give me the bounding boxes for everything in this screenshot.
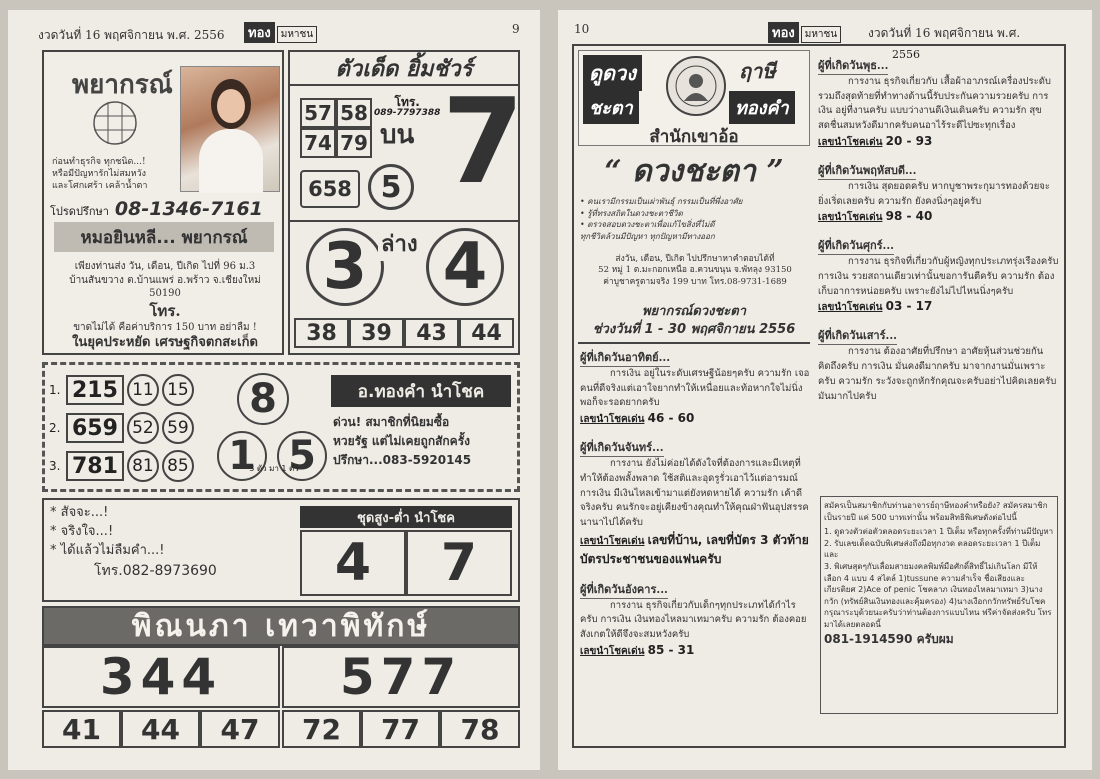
brand-logo: ทอง	[244, 22, 275, 43]
ad-line-2: หวยรัฐ แต่ไม่เคยถูกสักครั้ง	[333, 434, 471, 449]
prophet-slogan: ในยุคประหยัด เศรษฐกิจตกสะเก็ด	[72, 335, 258, 351]
lucky-numbers: เลขที่บ้าน, เลขที่บัตร 3 ตัวท้ายบัตรประชาชนของแฟนครับ	[580, 532, 809, 566]
lucky-label: เลขนำโชคเด่น	[580, 535, 645, 547]
lucky-row	[580, 411, 810, 427]
number-row	[49, 409, 219, 447]
address-3: ค่าบูชาครูตามจริง 199 บาท โทร.08-9731-1689	[603, 276, 787, 287]
brand-sub-right: มหาชน	[801, 26, 841, 43]
section-body: การงาน ต้องอาศัยที่ปรึกษา อาศัยหุ้นส่วนช่วยกันคิดถึงครับ การเงิน มั่นคงดีมากครับ มาจากงานมั่นเพราะครับ ความรัก ระวังจะถูกหักรักคุณจะครับอย่าไปคิดเลยครับมันมากไปครับ	[818, 346, 1057, 402]
sure-tel-number: 089-7797388	[374, 108, 441, 119]
top-cell-2: 58	[336, 98, 372, 128]
horoscope-right-column	[818, 54, 1060, 413]
address-1: ส่งวัน, เดือน, ปีเกิด ไปปรึกษาหาคำตอบได้ที่	[615, 254, 775, 264]
top-cell-3: 74	[300, 128, 336, 158]
high-low-title: ชุดสูง-ต่ำ นำโชค	[300, 506, 512, 528]
bottom-big-2: 577	[282, 646, 520, 708]
bottom-cell-2: 39	[349, 318, 404, 348]
horoscope-section	[580, 436, 810, 569]
lucky-numbers: 98 - 40	[885, 209, 933, 224]
lucky-label: เลขนำโชคเด่น	[818, 302, 883, 314]
number-row	[49, 371, 219, 409]
bottom-cell-3: 43	[404, 318, 459, 348]
bullet-2: • รู้ที่ทรงสถิตในดวงชะตาชีวิต	[580, 208, 683, 218]
horoscope-left-column	[580, 346, 810, 668]
horoscope-section	[580, 346, 810, 427]
lucky-numbers: 03 - 17	[885, 299, 933, 314]
astro-title: พยากรณ์ดวงชะตา	[641, 304, 747, 319]
prophet-side-3: และโศกเศร้า เคล้าน้ำตา	[52, 181, 148, 192]
section-heading: ผู้ที่เกิดวันอาทิตย์...	[580, 348, 670, 367]
promo-line-1: * สัจจะ...!	[50, 505, 109, 520]
section-body: การงาน ธุรกิจเกี่ยวกับเด็กๆทุกประเภทได้กำไรครับ การเงิน เงินทองไหลมาเทมาครับ ความรัก ต้องคอยสังเกตให้ดีจึงจะสมหวังครับ	[580, 599, 807, 641]
row-index: 3.	[49, 459, 61, 473]
top-cell-4: 79	[336, 128, 372, 158]
promo-line-3: * ได้แล้วไม่ลืมคำ...!	[50, 542, 165, 558]
prophet-info-1: เพียงท่านส่ง วัน, เดือน, ปีเกิด ไปที่ 96 ม.3	[74, 261, 256, 272]
office-title: สำนักเขาอ้อ	[649, 127, 739, 147]
middle-box	[42, 362, 520, 492]
bullet-4: ทุกชีวิตล้วนมีปัญหา ทุกปัญหามีทางออก	[580, 231, 715, 241]
section-body: การงาน ธุรกิจเกี่ยวกับ เสื้อผ้าอาภรณ์เครื่องประดับรวมถึงสุดท้ายที่ทำทางด้านนี้รับประกันความรวยครับ การเงิน อยู่ที่งานครับ แบบว่างานดีเงินเดินครับ ความรัก สุขสดชื่นสมหวังดีมากครับคนอาไร้ระดีไปซะทุกเรื่อง	[818, 76, 1051, 132]
high-low-b: 7	[406, 530, 512, 596]
three-digit-box: 658	[300, 170, 360, 208]
lucky-numbers: 85 - 31	[647, 642, 695, 657]
section-heading: ผู้ที่เกิดวันพุธ...	[818, 56, 888, 75]
bottom-cell-b: 44	[121, 710, 200, 748]
member-phone: 081-1914590 ครับผม	[824, 631, 954, 646]
member-p3: 2. รับเลขเด็ดฉบับพิเศษส่งถึงมือทุกงวด ตลอดระยะเวลา 1 ปีเต็ม และ	[824, 538, 1041, 560]
section-heading: ผู้ที่เกิดวันอังคาร...	[580, 580, 668, 599]
bottom-cell-1: 38	[294, 318, 349, 348]
bullet-1: • คนเรามีกรรมเป็นเผ่าพันธุ์ กรรมเป็นที่พึ่งอาศัย	[580, 197, 743, 206]
row-circle-b: 15	[162, 374, 194, 406]
logo-left-2: ชะตา	[583, 91, 639, 124]
row-number: 659	[66, 413, 124, 443]
prophet-tel: โทร.	[149, 301, 181, 320]
right-page	[558, 10, 1092, 770]
circle-top-number: 5	[368, 164, 414, 210]
logo-right-2: ทองคำ	[729, 91, 795, 124]
row-circle-a: 52	[127, 412, 159, 444]
row-circle-b: 85	[162, 450, 194, 482]
three-to-one-note: 3 ตัว มา 1 ตัว	[249, 464, 299, 473]
left-header-date: งวดวันที่ 16 พฤศจิกายน พ.ศ. 2556	[38, 28, 225, 42]
section-body: การเงิน อยู่ในระดับเศรษฐีน้อยๆครับ ความรัก เจอคนที่ดีจริงแต่เอาใจยากทำให้เหนื่อยและท้อหากใจไม่นิ่งพอก็จะรอดยากครับ	[580, 368, 810, 409]
row-circle-a: 11	[127, 374, 159, 406]
horoscope-section	[818, 159, 1060, 225]
office-name: “ ดวงชะตา ”	[604, 154, 784, 189]
bottom-cell-4: 44	[459, 318, 514, 348]
brand-logo-right: ทอง	[768, 22, 799, 43]
lower-divider	[290, 220, 518, 222]
horoscope-section	[818, 324, 1060, 404]
prophet-phone: 08-1346-7161	[114, 198, 263, 220]
brand-sub: มหาชน	[277, 26, 317, 43]
row-index: 2.	[49, 421, 61, 435]
address-2: 52 หมู่ 1 ต.มะกอกเหนือ อ.ควนขนุน จ.พัทลุง 93150	[598, 265, 792, 276]
big-circle-8: 8	[237, 373, 289, 425]
logo-right-1: ฤาษี	[739, 59, 776, 83]
promo-line-2: * จริงใจ...!	[50, 523, 114, 539]
horoscope-section	[580, 578, 810, 659]
section-heading: ผู้ที่เกิดวันศุกร์...	[818, 236, 894, 255]
consult-label: โปรดปรึกษา	[50, 205, 109, 218]
promo-box	[42, 498, 520, 602]
year-label: 2556	[892, 48, 920, 61]
left-page	[8, 10, 540, 770]
horoscope-header	[578, 50, 810, 146]
monk-seal-icon	[665, 55, 727, 117]
sure-numbers-box	[288, 50, 525, 355]
section-body: การเงิน สุดยอดครับ หากบูชาพระกุมารทองด้วยจะยิ่งเริ่ดเลยครับ ความรัก ยังคงนิ่งๆอยู่ครับ	[818, 180, 1050, 207]
lucky-row	[580, 643, 810, 659]
member-p1: สมัครเป็นสมาชิกกับท่านอาจารย์ฤาษีทองคำหรือยัง? สมัครสมาชิกเป็นรายปี แค่ 500 บาทเท่านั้น พร้อมสิทธิพิเศษดังต่อไปนี้	[824, 501, 1048, 522]
lucky-label: เลขนำโชคเด่น	[580, 414, 645, 426]
lucky-label: เลขนำโชคเด่น	[818, 212, 883, 224]
member-p2: 1. ดูดวงตัวต่อตัวตลอดระยะเวลา 1 ปีเต็ม หรือทุกครั้งที่ท่านมีปัญหา	[824, 527, 1054, 537]
prophet-side-1: ก่อนทำธุรกิจ ทุกชนิด...!	[52, 157, 146, 167]
bottom-cell-c: 47	[200, 710, 280, 748]
ad-title-bar: อ.ทองคำ นำโชค	[331, 375, 511, 407]
high-low-a: 4	[300, 530, 406, 596]
lucky-row	[580, 531, 810, 569]
lower-circle-a: 3	[306, 228, 384, 306]
left-brand	[244, 22, 317, 43]
right-page-number: 10	[574, 22, 590, 36]
section-heading: ผู้ที่เกิดวันจันทร์...	[580, 438, 664, 457]
horoscope-section	[818, 54, 1060, 150]
astrology-wheel-icon	[92, 100, 138, 146]
prophet-title: พยากรณ์	[72, 70, 173, 100]
right-brand	[768, 22, 841, 43]
member-p4: 3. พิเศษสุดๆกับเลื่อมสายมงคลพิมพ์มือศักดิ์สิทธิ์ไม่เกินโลก มีให้เลือก 4 แบบ 4 สไตล์ 1)tussune ความสำเร็จ ชื่อเสียงและเกียรติยศ 2)Ace of penic โชคลาภ เงินทองไหลมาเทมา 3)นางกวัก (ทรัพย์สินเงินทองและคุ้มครอง) 4)นางเงือกกวักทรัพย์รับโชค	[824, 561, 1046, 606]
top-cell-1: 57	[300, 98, 336, 128]
lucky-label: เลขนำโชคเด่น	[818, 136, 883, 148]
bottom-name: พิณนภา เทวาพิทักษ์	[131, 608, 431, 644]
lucky-label: เลขนำโชคเด่น	[580, 645, 645, 657]
prophet-info-2: บ้านสันขวาง ต.บ้านแพร่ อ.พร้าว จ.เชียงใหม่ 50190	[69, 274, 261, 299]
sure-tel-label: โทร.	[394, 95, 420, 109]
bottom-cell-f: 78	[440, 710, 520, 748]
bottom-big-1: 344	[42, 646, 280, 708]
prophet-name-banner: หมอยินหลี... พยากรณ์	[54, 222, 274, 252]
sure-title: ตัวเด็ด ยิ้มชัวร์	[290, 52, 518, 86]
number-row	[49, 447, 219, 485]
period-label: ช่วงวันที่ 1 - 30 พฤศจิกายน 2556	[578, 318, 810, 344]
ad-line-1: ด่วน! สมาชิกที่นิยมซื้อ	[333, 415, 450, 429]
number-rows	[49, 371, 219, 485]
row-circle-b: 59	[162, 412, 194, 444]
horoscope-section	[818, 234, 1060, 315]
member-p5: กรุณาระบุด้วยนะครับว่าท่านต้องการแบบไหน ฟรีค่าจัดส่งครับ โทรมาได้เลยตลอดนี้	[824, 608, 1052, 629]
prophet-info-3: ขาดไม่ได้ คือค่าบริการ 150 บาท อย่าลืม !	[73, 321, 257, 333]
on-label: บน	[380, 120, 415, 150]
section-heading: ผู้ที่เกิดวันพฤหัสบดี...	[818, 161, 916, 180]
bullet-3: • ตรวจสอบดวงชะตาเพื่อแก้ไขสิ่งที่ไม่ดี	[580, 220, 715, 230]
big-circle-5: 5	[277, 431, 327, 481]
row-circle-a: 81	[127, 450, 159, 482]
big-circle-1: 1	[217, 431, 267, 481]
bottom-cell-a: 41	[42, 710, 121, 748]
right-header-date: งวดวันที่ 16 พฤศจิกายน พ.ศ.	[868, 26, 1021, 40]
row-number: 215	[66, 375, 124, 405]
big-top-number: 7	[442, 72, 525, 210]
bottom-name-banner	[42, 606, 520, 646]
bottom-cell-e: 77	[361, 710, 440, 748]
section-body: การงาน ธุรกิจที่เกี่ยวกับผู้หญิงทุกประเภทรุ่งเรืองครับ การเงิน รวยสถานเดียวเท่านั้นขอการันตีครับ ความรัก ต้องเก็บอาการหน่อยครับ เพราะยังไม่ไปไหนนิ่งๆครับ	[818, 256, 1059, 297]
row-number: 781	[66, 451, 124, 481]
logo-left-1: ดูดวง	[583, 55, 642, 91]
lucky-numbers: 46 - 60	[647, 411, 695, 426]
lower-circle-b: 4	[426, 228, 504, 306]
prophet-side-2: หรือมีปัญหารักไม่สมหวัง	[52, 169, 147, 180]
lucky-row	[818, 134, 1060, 150]
row-index: 1.	[49, 383, 61, 397]
ad-line-3: ปรึกษา...083-5920145	[333, 453, 472, 468]
lower-label: ล่าง	[378, 226, 421, 261]
left-page-number: 9	[512, 22, 520, 36]
section-body: การงาน ยังไม่ค่อยได้ดังใจที่ต้องการและมีเหตุที่ทำให้ต้องพลั้งพลาด ใช้สติและอุดรูรั่วเอาไว้แต่อารมณ์ การเงิน มีเงินไหลเข้ามาแต่ยังหดหายได้ ความรัก เค้าดีจริงครับ คนรักจะอยู่เคียงข้างคุณทำให้คุณฝ่าฟันอุปสรรคนานาไปได้ครับ	[580, 458, 809, 529]
lucky-row	[818, 299, 1060, 315]
prophet-photo	[180, 66, 280, 192]
section-heading: ผู้ที่เกิดวันเสาร์...	[818, 326, 897, 345]
promo-phone: โทร.082-8973690	[94, 562, 217, 579]
member-box	[820, 496, 1058, 714]
prophet-box	[42, 50, 284, 355]
bottom-cell-d: 72	[282, 710, 361, 748]
lucky-numbers: 20 - 93	[885, 133, 933, 148]
lucky-row	[818, 209, 1060, 225]
